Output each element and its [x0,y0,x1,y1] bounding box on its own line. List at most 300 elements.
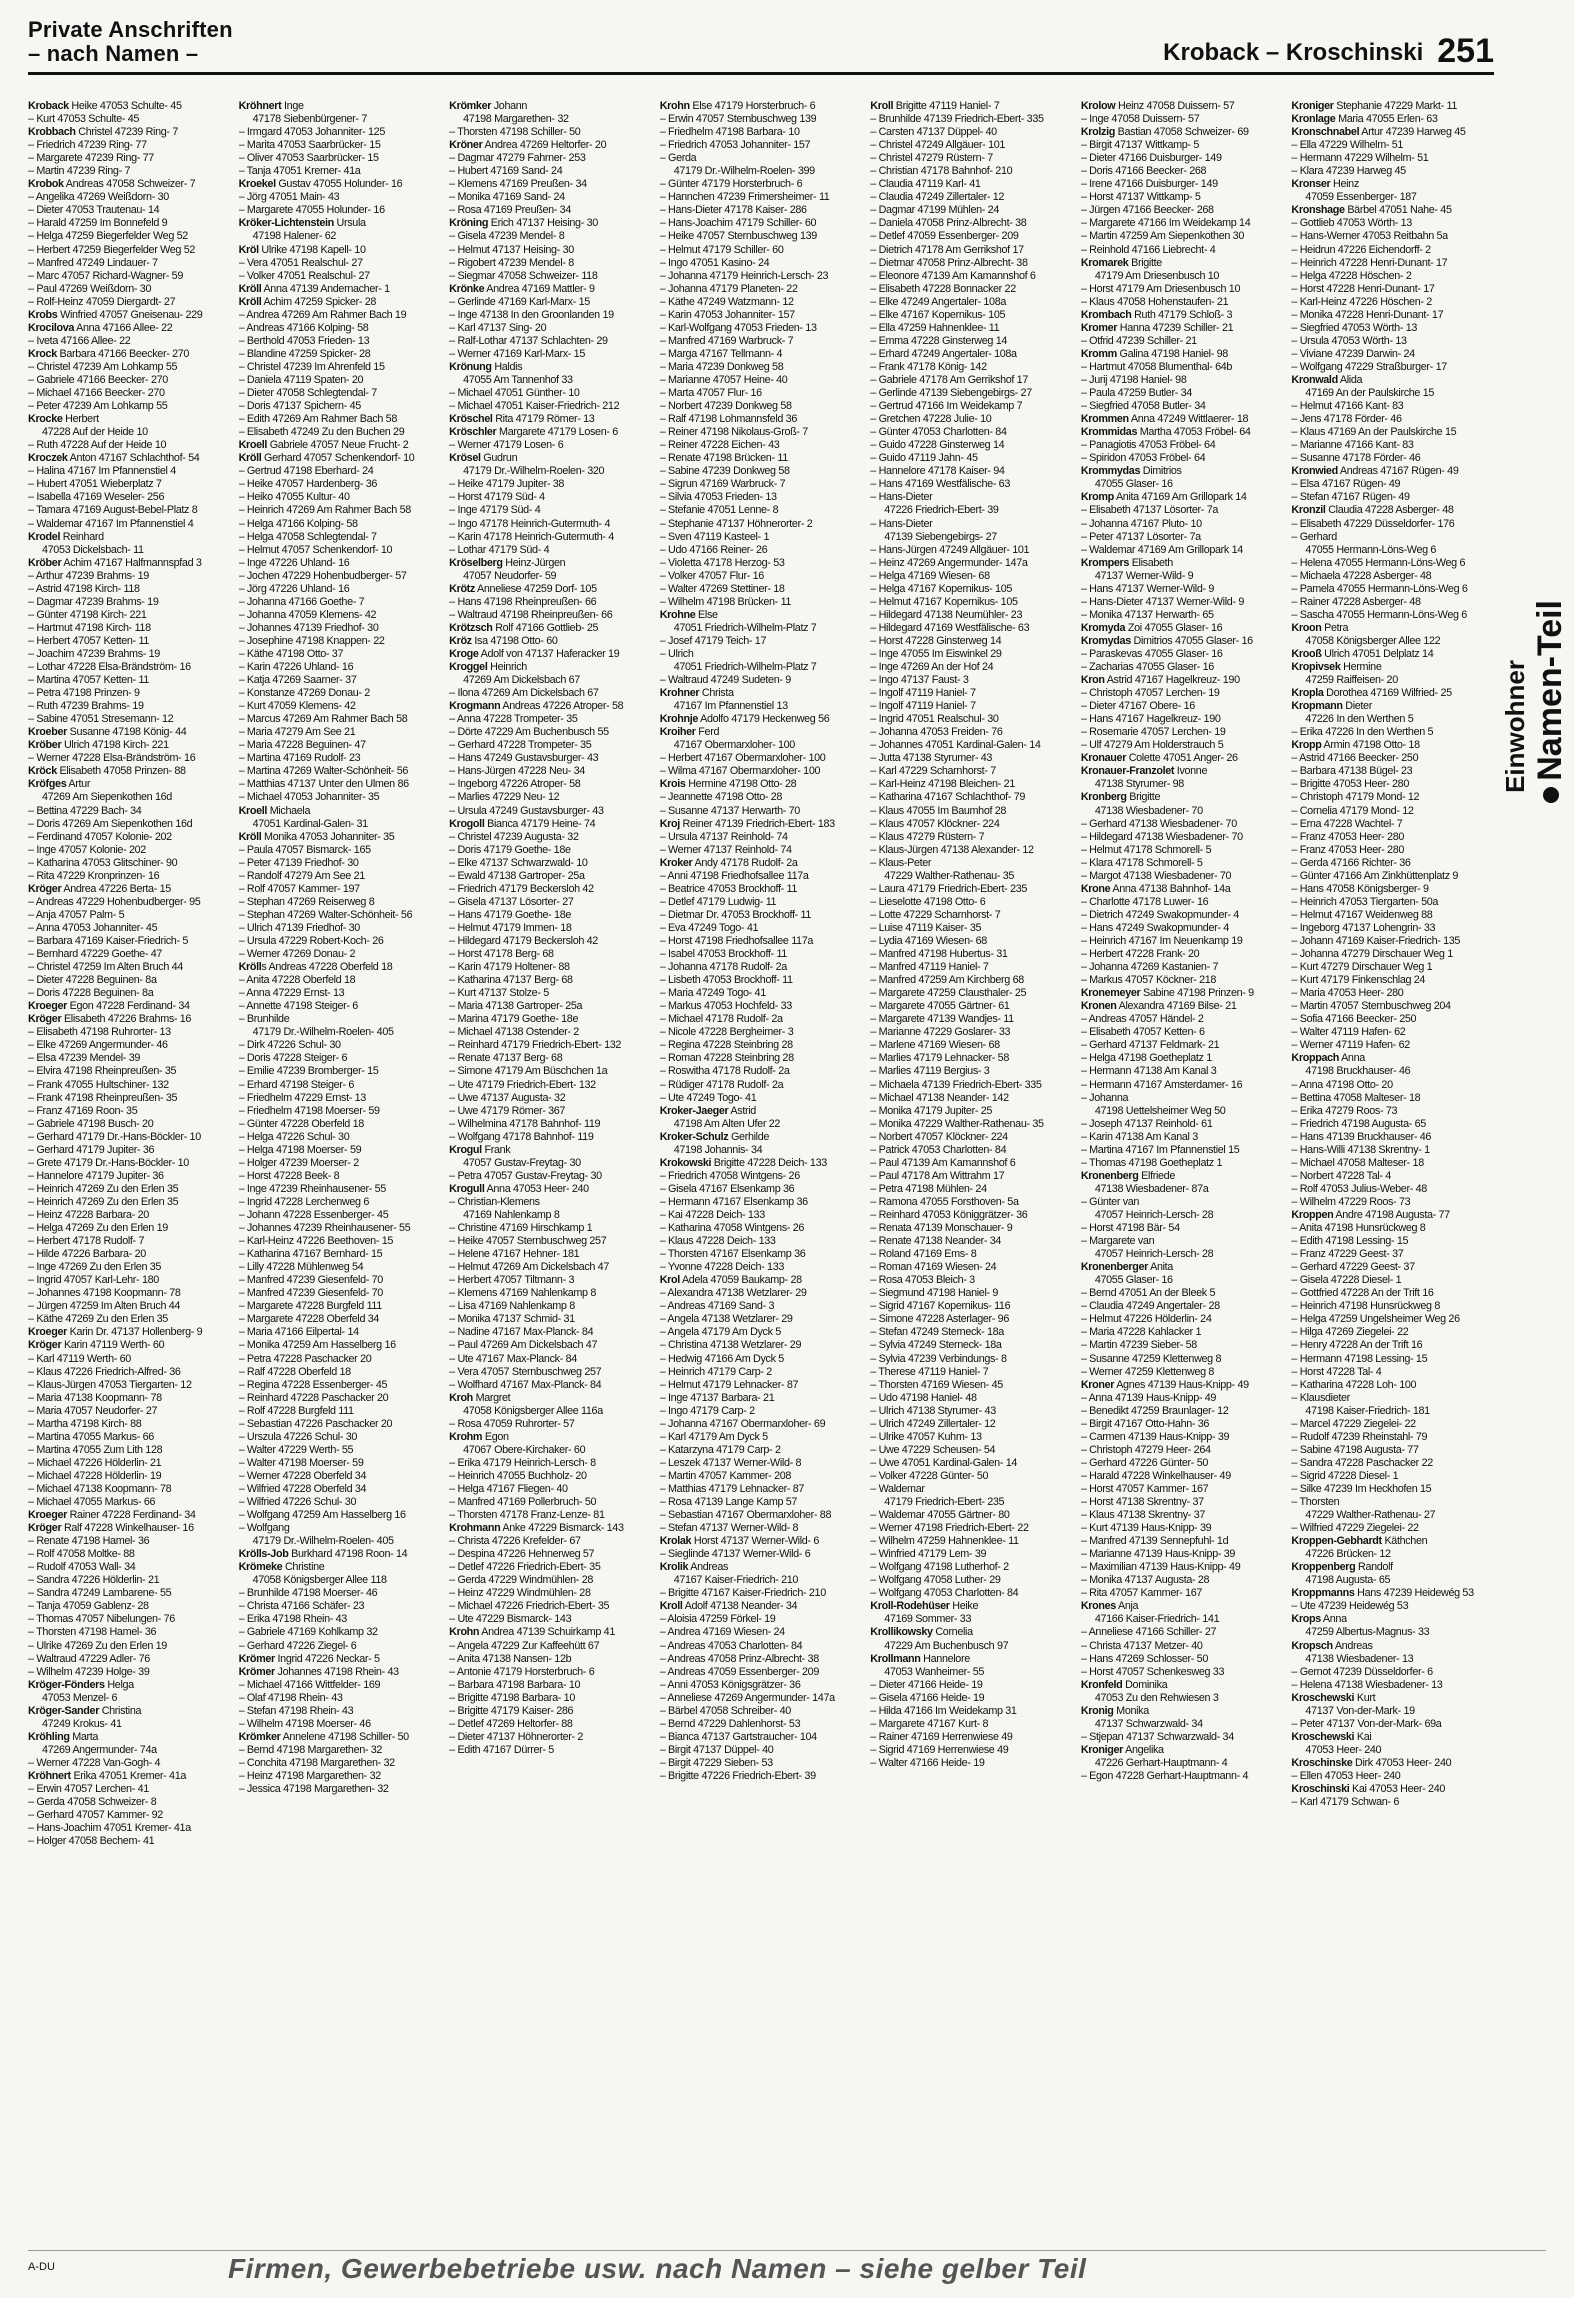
entry-text: Sofia 47166 Beecker- 250 [1299,1013,1417,1026]
surname: Krönung [449,360,492,373]
entry-text: Dieter 47166 Duisburger- 149 [1089,152,1222,165]
surname: Kroell [238,439,268,452]
entry-text: Nicole 47228 Bergheimer- 3 [668,1026,794,1039]
entry-text: Detlef 47179 Ludwig- 11 [668,895,777,908]
surname: Krommidas [1080,426,1138,439]
entry-text: Elsa 47239 Mendel- 39 [36,1052,141,1065]
entry-text: Luise 47119 Kaiser- 35 [878,921,982,934]
directory-entry [1081,896,1284,909]
entry-text: Matthias 47179 Lehnacker- 87 [668,1482,805,1495]
entry-text: Dieter 47137 Höhnerorter- 2 [457,1730,584,1743]
entry-text: Horst 47178 Berg- 68 [457,948,554,961]
directory-entry [449,1666,652,1679]
surname: Krol [659,1274,680,1287]
directory-entry [28,1183,231,1196]
entry-text: 47138 Wiesbadener- 87a [1094,1182,1209,1195]
directory-entry [28,1587,231,1600]
entry-text: Karin 47226 Uhland- 16 [246,661,354,674]
directory-entry [1291,987,1494,1000]
entry-text: Ursula 47137 Reinhold- 74 [668,830,788,843]
entry-text: Sebastian 47167 Obermarxloher- 88 [668,1509,832,1522]
directory-entry [239,1640,442,1653]
directory-entry [239,1209,442,1222]
directory-entry [660,204,863,217]
directory-entry [449,217,652,230]
entry-text: Helga 47169 Wiesen- 68 [878,569,990,582]
surname: Kroon [1291,621,1322,634]
directory-entry [239,1170,442,1183]
entry-text: Hubert 47051 Wieberplatz 7 [36,478,162,491]
directory-entry [870,465,1073,478]
directory-entry [660,1744,863,1757]
entry-text: Udo 47198 Haniel- 48 [878,1391,977,1404]
entry-text: Friedhelm 47198 Barbara- 10 [668,126,800,139]
directory-entry [1291,1170,1494,1183]
entry-text: Horst 47228 Henri-Dunant- 17 [1299,282,1435,295]
entry-text: Susanne 47137 Herwarth- 70 [668,804,800,817]
directory-entry [239,230,442,243]
entry-text: Herbert 47167 Obermarxloher- 100 [668,752,826,765]
directory-entry [660,1092,863,1105]
entry-text: Helmut 47166 Kant- 83 [1299,400,1404,413]
entry-text: Klaus 47279 Rüstern- 7 [878,830,985,843]
entry-text: Egon [482,1430,509,1443]
entry-text: 47179 Dr.-Wilhelm-Roelen- 405 [252,1026,394,1039]
directory-entry [239,1118,442,1131]
entry-text: Gerda [668,152,697,165]
entry-text: Hermine [1340,661,1382,674]
directory-entry [1291,361,1494,374]
entry-text: Anna 47139 Haus-Knipp- 49 [1088,1391,1217,1404]
entry-text: Dominika [1122,1678,1168,1691]
surname: Kroiher [659,726,696,739]
entry-text: Helga 47259 Ungelsheimer Weg 26 [1299,1313,1460,1326]
entry-text: Else [695,608,718,621]
directory-entry [870,883,1073,896]
directory-entry [870,1718,1073,1731]
entry-text: Horst 47228 Tal- 4 [1299,1365,1382,1378]
surname: Kröning [449,217,489,230]
entry-text: Dietrich 47178 Am Gerrikshof 17 [878,243,1024,256]
entry-text: Christa 47166 Schäfer- 23 [246,1600,365,1613]
directory-entry [1291,739,1494,752]
directory-entry [449,504,652,517]
surname: Krölls-Job [238,1548,289,1561]
entry-text: Andreas 47058 Prinz-Albrecht- 38 [667,1652,819,1665]
entry-text: Waldemar 47169 Am Grillopark 14 [1089,543,1243,556]
name-range-heading [1163,32,1494,71]
directory-entry [239,309,442,322]
entry-text: Johanna 47167 Pluto- 10 [1089,517,1202,530]
surname: Kröz [449,634,472,647]
surname: Kröhnert [28,1770,71,1782]
entry-text: Angelika [1123,1743,1164,1756]
directory-entry [660,1183,863,1196]
section-subtitle: – nach Namen – [28,41,199,66]
surname: Krolow [1080,100,1116,112]
directory-entry [239,1105,442,1118]
entry-text: Herbert 47259 Biegerfelder Weg 52 [36,243,196,256]
entry-text: Michael 47058 Malteser- 18 [1299,1156,1424,1169]
directory-entry [239,1418,442,1431]
entry-text: Barbara 47166 Beecker- 270 [56,347,190,360]
directory-entry [449,230,652,243]
directory-entry [660,1705,863,1718]
entry-text: Katharina 47058 Wintgens- 26 [668,1222,805,1235]
directory-entry [239,1326,442,1339]
entry-text: Stefan 47249 Sterneck- 18a [878,1326,1004,1339]
entry-text: Katharina 47167 Bernhard- 15 [246,1248,383,1261]
directory-entry [449,883,652,896]
entry-text: Frank 47055 Hultschiner- 132 [36,1078,169,1091]
entry-text: Gerhard 47179 Jupiter- 36 [36,1143,155,1156]
directory-entry [1081,961,1284,974]
entry-text: Isabella 47169 Weseler- 256 [36,491,165,504]
directory-entry [1081,661,1284,674]
entry-text: Lisa 47169 Nahlenkamp 8 [457,1300,575,1313]
directory-entry [660,700,863,713]
entry-text: Johannes 47139 Friedhof- 30 [246,621,379,634]
entry-text: Erika 47179 Heinrich-Lersch- 8 [457,1456,596,1469]
entry-text: Andreas 47059 Essenberger- 209 [667,1665,819,1678]
entry-text: Horst 47057 Schenkesweg 33 [1089,1665,1225,1678]
entry-text: Christian-Klemens [457,1195,540,1208]
directory-entry [660,1222,863,1235]
entry-text: 47229 Am Buchenbusch 97 [884,1639,1009,1652]
directory-entry [660,1653,863,1666]
directory-entry [239,1313,442,1326]
directory-entry [1291,204,1494,217]
entry-text: Alexandra 47169 Bilse- 21 [1116,1000,1237,1013]
directory-entry [1081,100,1284,113]
directory-entry [1081,1170,1284,1183]
entry-text: 47269 Angermunder- 74a [42,1743,157,1756]
surname: Kroj [659,817,680,830]
directory-entry [449,1470,652,1483]
entry-text: Klaus 47226 Friedrich-Alfred- 36 [36,1365,181,1378]
entry-text: Klaus-Jürgen 47053 Tiergarten- 12 [36,1378,192,1391]
entry-text: Elisabeth 47226 Brahms- 16 [61,1013,192,1026]
entry-text: 47269 Am Siepenkothen 16d [42,791,172,804]
directory-entry [449,1653,652,1666]
directory-entry [870,713,1073,726]
directory-entry [28,674,231,687]
entry-text: Marianne 47229 Goslarer- 33 [878,1026,1011,1039]
entry-text: Helga 47167 Fliegen- 40 [457,1482,568,1495]
entry-text: Brigitte 47053 Heer- 280 [1299,778,1409,791]
entry-text: Josef 47179 Teich- 17 [668,634,767,647]
column-3 [449,100,652,2220]
directory-entry [449,583,652,596]
entry-text: Waltraud 47229 Adler- 76 [36,1652,150,1665]
directory-entry [660,491,863,504]
entry-text: Elke 47137 Schwarzwald- 10 [457,856,588,869]
entry-text: Hermann 47167 Elsenkamp 36 [668,1195,808,1208]
directory-entry [870,531,1073,544]
directory-entry [1291,922,1494,935]
directory-entry [449,1587,652,1600]
entry-text: 47051 Kardinal-Galen- 31 [252,817,368,830]
directory-entry [28,1287,231,1300]
entry-text: Klaus 47057 Klöckner- 224 [878,817,1000,830]
directory-entry [28,1548,231,1561]
directory-entry [28,596,231,609]
surname: Kromyda [1080,621,1126,634]
directory-entry [870,544,1073,557]
directory-entry [660,439,863,452]
directory-entry [870,974,1073,987]
entry-text: Martina 47169 Rudolf- 23 [246,752,361,765]
entry-text: 47058 Königsberger Allee 118 [252,1574,387,1587]
directory-entry [870,791,1073,804]
section-tab-line1: Einwohner [1500,660,1530,793]
entry-text: Birgit 47137 Wittkamp- 5 [1089,139,1199,152]
directory-entry [1081,1705,1284,1718]
entry-text: Johannes 47198 Koopmann- 78 [36,1287,181,1300]
directory-entry [1291,726,1494,739]
surname: Krollmann [870,1652,921,1665]
entry-text: Volker 47228 Günter- 50 [878,1469,989,1482]
entry-text: Artur [66,778,91,791]
directory-entry [1291,113,1494,126]
entry-text: Rolf 47058 Moltke- 88 [36,1548,135,1561]
section-title: Private Anschriften [28,17,233,42]
entry-text: Dirk 47226 Schul- 30 [246,1039,341,1052]
directory-entry [660,1026,863,1039]
entry-text: Anna 47053 Heer- 240 [484,1182,589,1195]
entry-text: Johanna 47179 Planeten- 22 [668,282,798,295]
directory-entry [239,713,442,726]
entry-text: Petra [1321,621,1349,634]
entry-text: Helmut 47167 Kopernikus- 105 [878,595,1018,608]
directory-entry [1291,700,1494,713]
directory-entry [239,165,442,178]
directory-entry [1081,1470,1284,1483]
directory-entry [870,778,1073,791]
directory-entry [870,648,1073,661]
surname: Krohne [659,608,696,621]
surname: Kronenberg [1080,1169,1139,1182]
surname: Kroekel [238,178,276,191]
directory-entry [870,230,1073,243]
directory-entry [1081,478,1284,491]
entry-text: Elisabeth 47249 Zu den Buchen 29 [246,426,405,439]
directory-entry [449,609,652,622]
directory-entry [1081,948,1284,961]
directory-entry [239,1731,442,1744]
directory-entry [1291,491,1494,504]
directory-entry [28,504,231,517]
directory-entry [1081,1366,1284,1379]
surname: Krötzsch [449,621,493,634]
directory-entry [28,1274,231,1287]
directory-entry [239,1718,442,1731]
directory-entry [660,622,863,635]
footer-note: Firmen, Gewerbebetriebe usw. nach Namen – siehe gelber Teil [228,2253,1087,2284]
entry-text: Anna 47249 Wittlaerer- 18 [1128,413,1249,426]
directory-entry [660,1248,863,1261]
directory-entry [1291,178,1494,191]
entry-text: Günter 47198 Kirch- 221 [36,608,147,621]
directory-entry [1081,1692,1284,1705]
directory-entry [449,1405,652,1418]
directory-entry [239,622,442,635]
entry-text: Bärbel 47051 Nahe- 45 [1344,204,1452,217]
entry-text: Werner 47119 Hafen- 62 [1299,1039,1410,1052]
directory-entry [28,1613,231,1626]
surname: Kromer [1080,321,1118,334]
entry-text: Doris 47137 Spichern- 45 [246,400,361,413]
entry-text: 47226 Brücken- 12 [1305,1548,1391,1561]
entry-text: Thorsten 47167 Elsenkamp 36 [667,1248,806,1261]
directory-entry [660,478,863,491]
surname: Krömeke [238,1561,283,1574]
directory-entry [870,217,1073,230]
entry-text: 47137 Von-der-Mark- 19 [1305,1704,1415,1717]
directory-entry [1081,504,1284,517]
directory-entry [449,1535,652,1548]
entry-text: Andreas 47229 Hohenbudberger- 95 [35,895,201,908]
surname: Kröger [28,1013,62,1026]
entry-text: Andreas 47058 Schweizer- 7 [63,178,196,191]
entry-text: Brigitte 47119 Haniel- 7 [893,100,1000,112]
directory-entry [239,883,442,896]
directory-entry [449,1183,652,1196]
directory-entry [1291,805,1494,818]
entry-text: 47229 Walther-Rathenau- 35 [884,869,1015,882]
directory-entry [1081,126,1284,139]
entry-text: Gerhard 47137 Feldmark- 21 [1089,1039,1220,1052]
directory-entry [449,139,652,152]
entry-text: 47228 Auf der Heide 10 [42,426,148,439]
entry-text: Heinrich 47269 Zu den Erlen 35 [36,1182,179,1195]
directory-entry [239,583,442,596]
directory-entry [28,1535,231,1548]
entry-text: Egon 47228 Ferdinand- 34 [66,1000,190,1013]
entry-text: Brigitte [1126,791,1161,804]
entry-text: Kai [1354,1730,1372,1743]
entry-text: 47198 Augusta- 65 [1305,1574,1391,1587]
entry-text: Katharina 47137 Berg- 68 [457,974,573,987]
entry-text: Andrea 47226 Berta- 15 [61,882,171,895]
directory-entry [660,609,863,622]
entry-text: Maria 47138 Koopmann- 78 [36,1391,162,1404]
entry-text: 47057 Heinrich-Lersch- 28 [1094,1248,1214,1261]
surname: Kroschinski [1291,1783,1350,1796]
directory-entry [870,244,1073,257]
entry-text: 47058 Königsberger Allee 122 [1305,634,1441,647]
entry-text: Gabriele 47198 Busch- 20 [36,1117,154,1130]
entry-text: Gabriele 47057 Neue Frucht- 2 [267,439,409,452]
entry-text: Paula 47057 Bismarck- 165 [246,843,371,856]
directory-entry [1291,713,1494,726]
entry-text: 47198 Bruckhauser- 46 [1305,1065,1411,1078]
directory-entry [1291,570,1494,583]
entry-text: Doris 47179 Goethe- 18e [457,843,571,856]
region-code: A-DU [28,2261,55,2273]
directory-entry [1081,465,1284,478]
directory-entry [239,948,442,961]
entry-text: Friedhelm 47229 Ernst- 13 [246,1091,366,1104]
entry-text: Herbert [62,413,99,426]
entry-text: Petra 47057 Gustav-Freytag- 30 [457,1169,602,1182]
directory-entry [870,426,1073,439]
directory-entry [870,191,1073,204]
entry-text: Johanna 47167 Obermarxloher- 69 [668,1417,826,1430]
directory-entry [870,609,1073,622]
entry-text: Maria 47138 Gartroper- 25a [457,1000,583,1013]
directory-entry [660,322,863,335]
surname: Kröll [238,452,262,465]
directory-entry [1081,622,1284,635]
directory-entry [28,583,231,596]
directory-entry [870,139,1073,152]
directory-entry [28,113,231,126]
directory-entry [28,1444,231,1457]
directory-entry [1291,1653,1494,1666]
directory-entry [660,1496,863,1509]
entry-text: Gabriele 47169 Kohlkamp 32 [246,1626,378,1639]
directory-entry [660,635,863,648]
directory-entry [870,622,1073,635]
entry-text: Brigitte 47179 Kaiser- 286 [457,1704,574,1717]
directory-entry [660,100,863,113]
entry-text: Gertrud 47166 Im Weidekamp 7 [878,400,1023,413]
directory-entry [28,635,231,648]
directory-entry [1291,1353,1494,1366]
entry-text: Stephan 47269 Walter-Schönheit- 56 [246,908,413,921]
entry-text: Margarete 47228 Oberfeld 34 [246,1313,380,1326]
entry-text: Joachim 47239 Brahms- 19 [36,647,160,660]
directory-entry [239,570,442,583]
section-heading [28,18,233,66]
directory-entry [1291,1366,1494,1379]
directory-entry [870,1431,1073,1444]
surname: Kroschinske [1291,1756,1353,1769]
directory-entry [28,270,231,283]
entry-text: Ruth 47228 Auf der Heide 10 [36,439,167,452]
directory-entry [1291,622,1494,635]
entry-text: Elke 47269 Angermunder- 46 [36,1039,168,1052]
directory-entry [28,1692,231,1705]
entry-text: Franz 47053 Heer- 280 [1299,843,1405,856]
entry-text: 47058 Königsberger Allee 116a [463,1404,603,1417]
entry-text: Dirk 47053 Heer- 240 [1352,1756,1452,1769]
entry-text: Wolfhard 47167 Max-Planck- 84 [457,1378,602,1391]
directory-entry [28,387,231,400]
directory-entry [1081,439,1284,452]
directory-entry [239,1196,442,1209]
entry-text: 47055 Am Tannenhof 33 [463,373,573,386]
surname: Kroker-Jaeger [659,1104,729,1117]
directory-entry [870,1640,1073,1653]
entry-text: Sigrid 47228 Diesel- 1 [1299,1469,1399,1482]
directory-entry [449,1326,652,1339]
directory-entry [1081,557,1284,570]
entry-text: Inge 47269 An der Hof 24 [878,661,994,674]
directory-entry [449,1261,652,1274]
directory-entry [1291,935,1494,948]
directory-entry [870,1131,1073,1144]
entry-text: Dietmar Dr. 47053 Brockhoff- 11 [668,908,811,921]
entry-text: Rudolf 47239 Rheinstahl- 79 [1299,1430,1428,1443]
entry-text: Reiner 47198 Nikolaus-Groß- 7 [668,426,808,439]
entry-text: Dimitrios 47055 Glaser- 16 [1130,634,1253,647]
directory-entry [1081,139,1284,152]
entry-text: Martha 47053 Fröbel- 64 [1137,426,1251,439]
directory-entry [239,896,442,909]
directory-entry [449,1574,652,1587]
